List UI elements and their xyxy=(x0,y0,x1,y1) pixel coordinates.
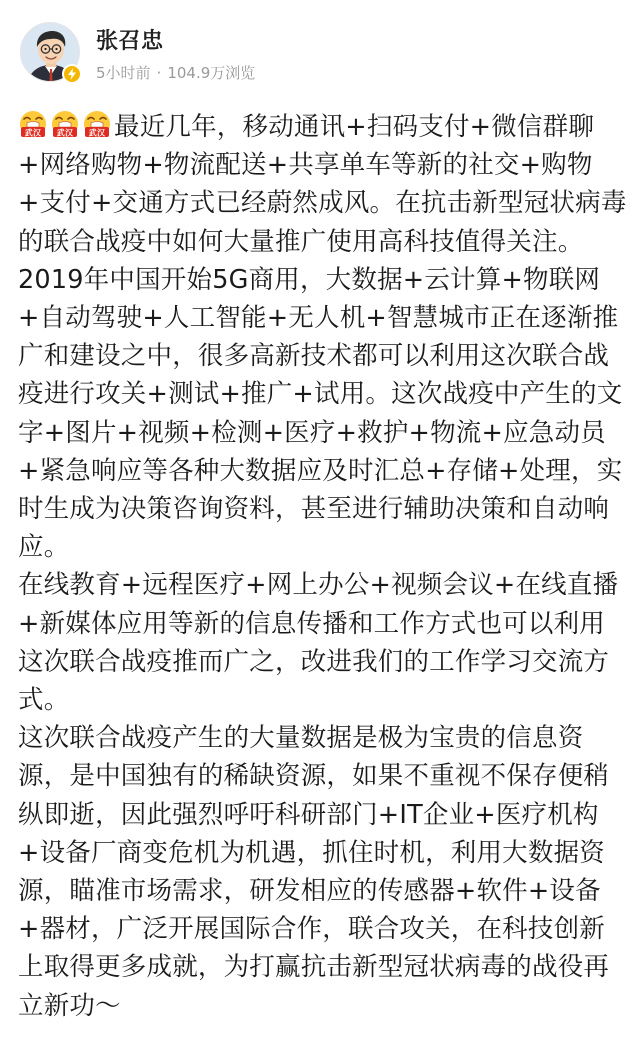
svg-text:武汉: 武汉 xyxy=(56,128,74,138)
post-meta xyxy=(96,62,255,83)
wuhan-jiayou-emoji-icon xyxy=(50,110,80,140)
author-name[interactable]: 张召忠 xyxy=(96,29,164,54)
paragraph-text: 最近几年，移动通讯+扫码支付+微信群聊+网络购物+物流配送+共享单车等新的社交+购物+支付+交通方式已经蔚然成风。在抗击新型冠状病毒的联合战疫中如何大量推广使用高科技值得关注。 xyxy=(18,112,627,257)
verified-badge xyxy=(62,64,82,84)
post-paragraph xyxy=(18,108,628,261)
avatar[interactable] xyxy=(20,22,80,82)
post-paragraph: 这次联合战疫产生的大量数据是极为宝贵的信息资源，是中国独有的稀缺资源，如果不重视不保存便稍纵即逝，因此强烈呼吁科研部门+IT企业+医疗机构+设备厂商变危机为机遇，抓住时机，利用大数据资源，瞄准市场需求，研发相应的传感器+软件+设备+器材，广泛开展国际合作，联合攻关，在科技创新上取得更多成就，为打赢抗击新型冠状病毒的战役再立新功～ xyxy=(18,723,610,1021)
post-paragraph: 2019年中国开始5G商用，大数据+云计算+物联网+自动驾驶+人工智能+无人机+智慧城市正在逐渐推广和建设之中，很多高新技术都可以利用这次联合战疫进行攻关+测试+推广+试用。这次战疫中产生的文字+图片+视频+检测+医疗+救护+物流+应急动员+紧急响应等各种大数据应及时汇总+存储+处理，实时生成为决策咨询资料，甚至进行辅助决策和自动响应。 xyxy=(18,264,623,563)
post-body xyxy=(18,108,628,1025)
meta-separator: · xyxy=(156,63,162,82)
emoji-row xyxy=(18,112,114,142)
lightning-badge-icon xyxy=(66,68,78,80)
svg-text:武汉: 武汉 xyxy=(24,128,42,138)
post-time: 5小时前 xyxy=(96,64,151,82)
wuhan-jiayou-emoji-icon xyxy=(82,110,112,140)
wuhan-jiayou-emoji-icon xyxy=(18,110,48,140)
post-paragraph: 在线教育+远程医疗+网上办公+视频会议+在线直播+新媒体应用等新的信息传播和工作方式也可以利用这次联合战疫推而广之，改进我们的工作学习交流方式。 xyxy=(18,570,619,716)
svg-text:武汉: 武汉 xyxy=(88,128,106,138)
post-header xyxy=(0,0,640,100)
view-count: 104.9万浏览 xyxy=(167,64,256,82)
